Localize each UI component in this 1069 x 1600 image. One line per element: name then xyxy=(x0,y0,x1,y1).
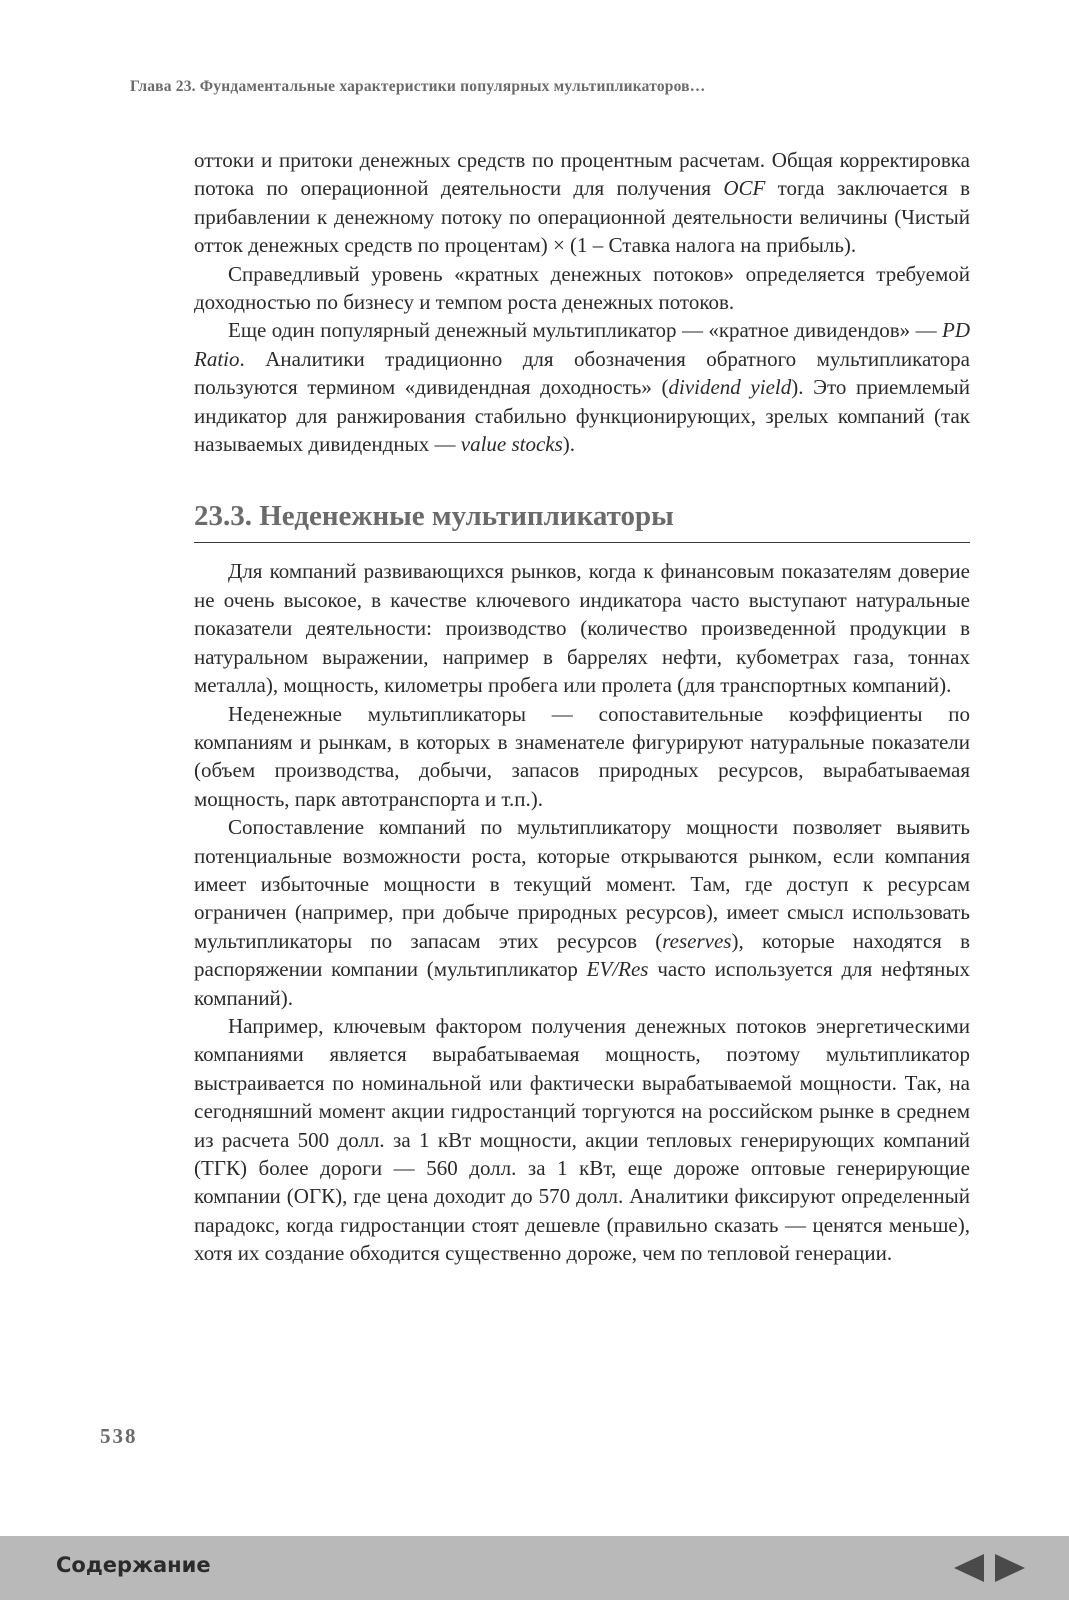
paragraph xyxy=(194,813,970,1012)
paragraph xyxy=(194,146,970,260)
text-run: ). xyxy=(562,432,576,457)
italic-term: EV/Res xyxy=(586,957,649,982)
text-run: оттоки и притоки денежных средств по процентным расчетам. Общая корректировка потока по операционной деятельности для получения xyxy=(194,148,970,201)
triangle-left-icon xyxy=(952,1552,986,1584)
italic-term: value stocks xyxy=(460,432,563,457)
text-run: ), которые находятся в распоряжении компании (мультипликатор xyxy=(194,928,970,982)
paragraph xyxy=(194,316,970,458)
text-run: тогда заключается в прибавлении к денежному потоку по операционной деятельности величины (Чистый отток денежных средств по процентам) × (1 – Ставка налога на прибыль). xyxy=(194,176,970,258)
triangle-right-icon xyxy=(993,1552,1027,1584)
text-run: часто используется для нефтяных компаний). xyxy=(194,957,970,1010)
previous-page-button[interactable] xyxy=(952,1552,986,1584)
page-body xyxy=(194,146,970,1268)
text-run: Еще один популярный денежный мультипликатор — «кратное дивидендов» — xyxy=(228,318,942,343)
section-heading: 23.3. Неденежные мультипликаторы xyxy=(194,500,970,543)
text-run: . Аналитики традиционно для обозначения обратного мультипликатора пользуются термином «дивидендная доходность» ( xyxy=(194,346,970,400)
navigation-bar xyxy=(0,1536,1069,1600)
paragraph: Справедливый уровень «кратных денежных потоков» определяется требуемой доходностью по бизнесу и темпом роста денежных потоков. xyxy=(194,261,970,315)
paragraph: Например, ключевым фактором получения денежных потоков энергетическими компаниями является вырабатываемая мощность, поэтому мультипликатор выстраивается по номинальной или фактически вырабатываемой мощности. Так, на сегодняшний момент акции гидростанций торгуются на российском рынке в среднем из расчета 500 долл. за 1 кВт мощности, акции тепловых генерирующих компаний (ТГК) более дороги — 560 долл. за 1 кВт, еще дороже оптовые генерирующие компании (ОГК), где цена доходит до 570 долл. Аналитики фиксируют определенный парадокс, когда гидростанции стоят дешевле (правильно сказать — ценятся меньше), хотя их создание обходится существенно дороже, чем по тепловой генерации. xyxy=(194,1013,970,1266)
text-run: Сопоставление компаний по мультипликатору мощности позволяет выявить потенциальные возможности роста, которые открываются рынком, если компания имеет избыточные мощности в текущий момент. Там, где доступ к ресурсам ограничен (например, при добыче природных ресурсов), имеет смысл использовать мультипликаторы по запасам этих ресурсов ( xyxy=(194,815,970,953)
running-head: Глава 23. Фундаментальные характеристики популярных мультипликаторов… xyxy=(130,78,706,95)
italic-term: dividend yield xyxy=(668,375,792,400)
paragraph: Для компаний развивающихся рынков, когда к финансовым показателям доверие не очень высокое, в качестве ключевого индикатора часто выступают натуральные показатели деятельности: производство (количество произведенной продукции в натуральном выражении, например в баррелях нефти, кубометрах газа, тоннах металла), мощность, километры пробега или пролета (для транспортных компаний). xyxy=(194,559,970,698)
contents-button[interactable]: Содержание xyxy=(56,1553,211,1577)
italic-term: PD Ratio xyxy=(194,318,970,371)
paragraph: Неденежные мультипликаторы — сопоставительные коэффициенты по компаниям и рынкам, в которых в знаменателе фигурируют натуральные показатели (объем производства, добычи, запасов природных ресурсов, вырабатываемая мощность, парк автотранспорта и т.п.). xyxy=(194,701,970,811)
text-run: ). Это приемлемый индикатор для ранжирования стабильно функционирующих, зрелых компаний (так называемых дивидендных — xyxy=(194,375,971,457)
italic-term: reserves xyxy=(662,928,732,953)
page-number: 538 xyxy=(100,1424,138,1448)
next-page-button[interactable] xyxy=(993,1552,1027,1584)
italic-term: OCF xyxy=(723,176,766,201)
